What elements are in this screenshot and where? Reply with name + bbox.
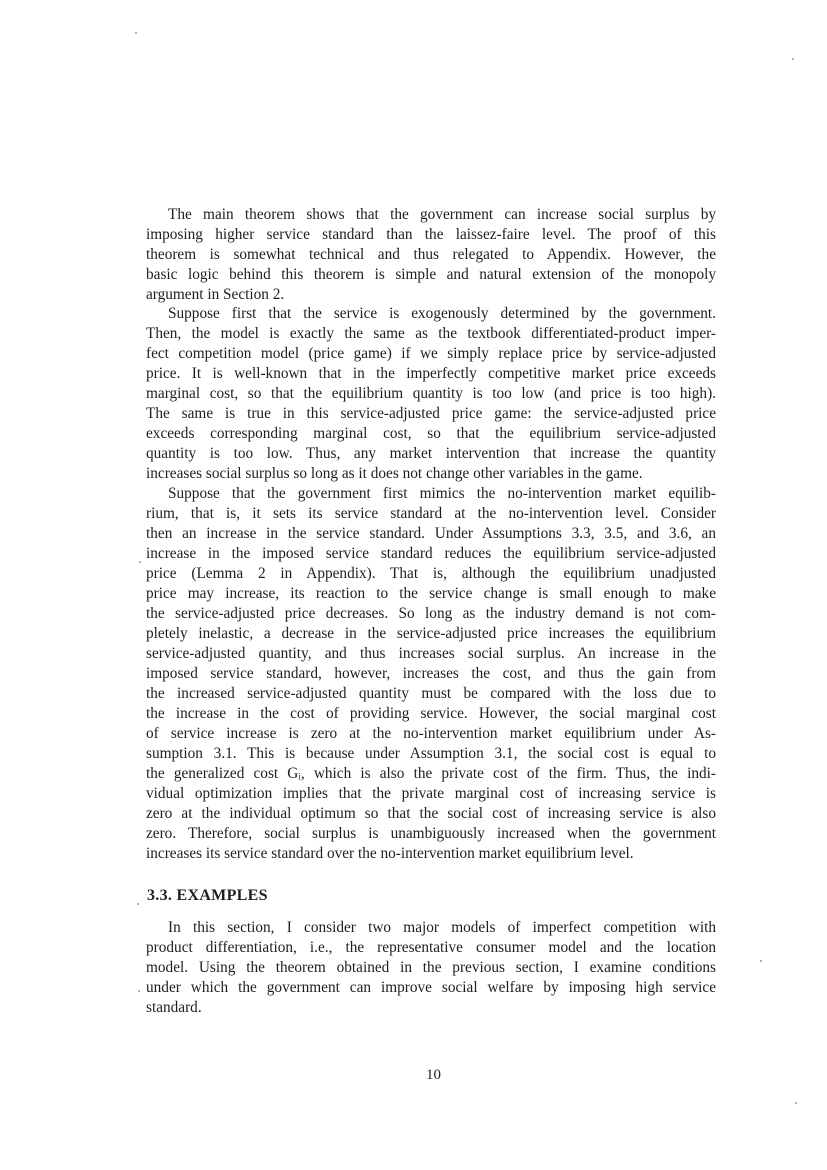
paragraph-3-line: vidual optimization implies that the private marginal cost of increasing service is <box>146 785 716 802</box>
scan-speck <box>137 903 139 905</box>
paragraph-1-line: theorem is somewhat technical and thus relegated to Appendix. However, the <box>146 246 716 263</box>
paragraph-4-line: under which the government can improve social welfare by imposing high service <box>146 979 716 996</box>
paragraph-3-line: zero. Therefore, social surplus is unambiguously increased when the government <box>146 825 716 842</box>
paragraph-3-line: price (Lemma 2 in Appendix). That is, although the equilibrium unadjusted <box>146 565 716 582</box>
paragraph-2-line: fect competition model (price game) if we simply replace price by service-adjusted <box>146 345 716 362</box>
page-number: 10 <box>426 1067 441 1083</box>
paragraph-3-line: pletely inelastic, a decrease in the service-adjusted price increases the equilibrium <box>146 625 716 642</box>
paragraph-3-line: the generalized cost Gᵢ, which is also the private cost of the firm. Thus, the indi- <box>146 765 716 782</box>
paragraph-1-line: imposing higher service standard than the laissez-faire level. The proof of this <box>146 226 716 243</box>
paragraph-3-line: service-adjusted quantity, and thus increases social surplus. An increase in the <box>146 645 716 662</box>
scan-speck <box>135 32 137 34</box>
paragraph-3-line: the service-adjusted price decreases. So long as the industry demand is not com- <box>146 605 716 622</box>
paragraph-2-line: increases social surplus so long as it does not change other variables in the game. <box>146 465 643 482</box>
scan-speck <box>792 58 794 60</box>
paragraph-2-line: marginal cost, so that the equilibrium quantity is too low (and price is too high). <box>146 385 716 402</box>
paragraph-1-line: argument in Section 2. <box>146 286 285 303</box>
paragraph-2-line: exceeds corresponding marginal cost, so that the equilibrium service-adjusted <box>146 425 716 442</box>
paragraph-3-line: increase in the imposed service standard reduces the equilibrium service-adjusted <box>146 545 716 562</box>
scan-speck <box>138 990 140 992</box>
scan-speck <box>760 960 762 962</box>
paragraph-4-line: model. Using the theorem obtained in the previous section, I examine conditions <box>146 959 716 976</box>
scan-speck <box>795 1102 797 1104</box>
paragraph-3-line: price may increase, its reaction to the service change is small enough to make <box>146 585 716 602</box>
paragraph-3-line: sumption 3.1. This is because under Assumption 3.1, the social cost is equal to <box>146 745 716 762</box>
paragraph-3-line: the increased service-adjusted quantity must be compared with the loss due to <box>146 685 716 702</box>
paragraph-3-line: the increase in the cost of providing service. However, the social marginal cost <box>146 705 716 722</box>
paragraph-3-line: rium, that is, it sets its service standard at the no-intervention level. Consider <box>146 505 716 522</box>
paragraph-2-line: Suppose first that the service is exogenously determined by the government. <box>168 305 716 322</box>
paragraph-2-line: The same is true in this service-adjusted price game: the service-adjusted price <box>146 405 716 422</box>
paragraph-3-line: of service increase is zero at the no-intervention market equilibrium under As- <box>146 725 716 742</box>
paragraph-2-line: quantity is too low. Thus, any market intervention that increase the quantity <box>146 445 716 462</box>
paragraph-1-line: The main theorem shows that the government can increase social surplus by <box>168 206 716 223</box>
paragraph-3-line: then an increase in the service standard. Under Assumptions 3.3, 3.5, and 3.6, an <box>146 525 716 542</box>
paragraph-3-line: Suppose that the government first mimics the no-intervention market equilib- <box>168 485 716 502</box>
section-heading: 3.3. EXAMPLES <box>147 887 268 904</box>
paragraph-2-line: price. It is well-known that in the imperfectly competitive market price exceeds <box>146 365 716 382</box>
paragraph-3-line: zero at the individual optimum so that the social cost of increasing service is also <box>146 805 716 822</box>
paragraph-3-line: imposed service standard, however, increases the cost, and thus the gain from <box>146 665 716 682</box>
paragraph-4-line: product differentiation, i.e., the representative consumer model and the location <box>146 939 716 956</box>
paragraph-4-line: In this section, I consider two major models of imperfect competition with <box>168 919 716 936</box>
paragraph-2-line: Then, the model is exactly the same as the textbook differentiated-product imper- <box>146 325 716 342</box>
scan-speck <box>139 561 141 563</box>
paragraph-1-line: basic logic behind this theorem is simple and natural extension of the monopoly <box>146 266 716 283</box>
paragraph-4-line: standard. <box>146 999 202 1016</box>
paragraph-3-line: increases its service standard over the no-intervention market equilibrium level. <box>146 845 634 862</box>
